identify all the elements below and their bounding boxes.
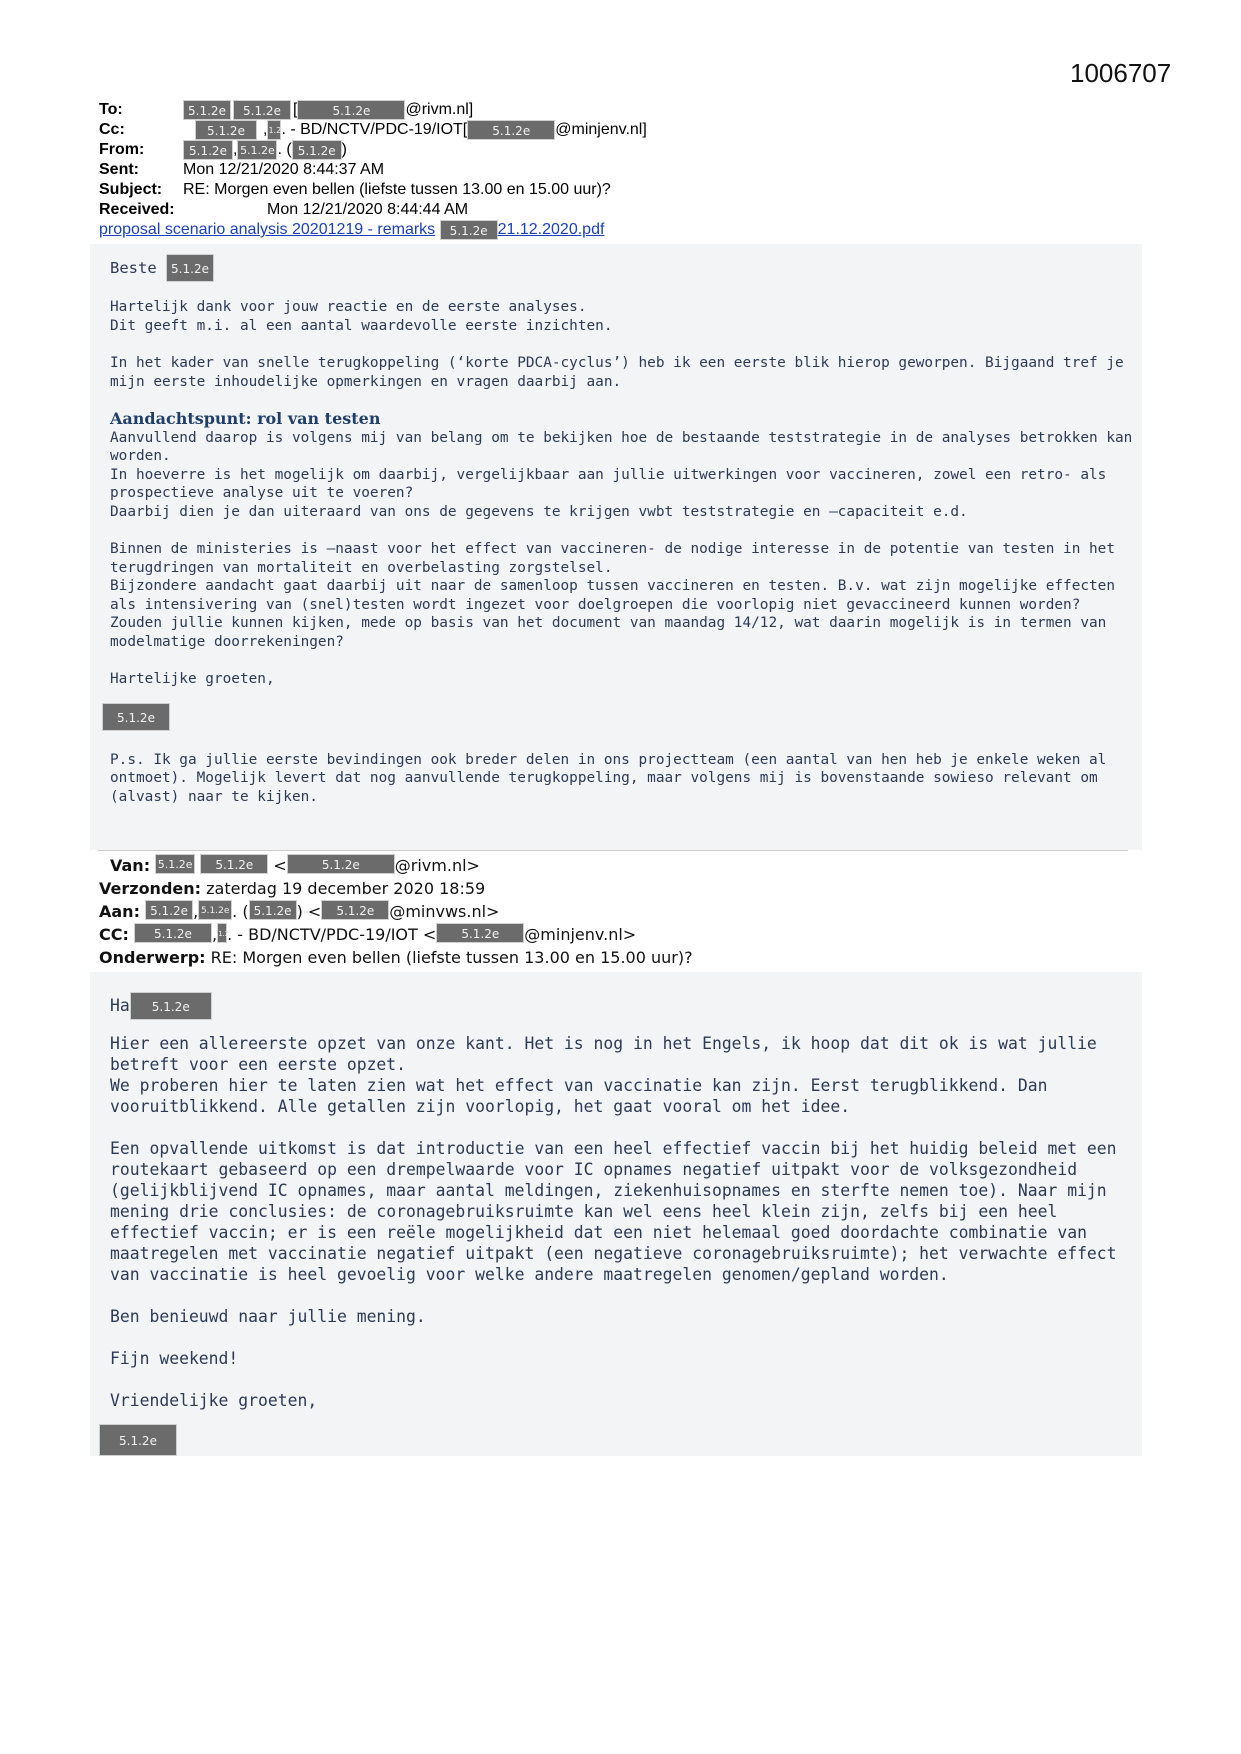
cc-domain: @minjenv.nl] bbox=[555, 121, 647, 138]
redaction-box: 5.1.2e bbox=[200, 854, 268, 874]
message2-para3: Ben benieuwd naar jullie mening. bbox=[110, 1307, 426, 1326]
separator-text: , bbox=[233, 141, 238, 158]
verzonden-row bbox=[99, 877, 485, 900]
message1-para4a: Binnen de ministeries is –naast voor het effect van vaccineren- de nodige interesse in de potentie van testen in het terugdringen van mortaliteit en overbelasting zorgstelsel. bbox=[110, 541, 1116, 576]
redaction-box: 5.1.2e bbox=[297, 100, 405, 120]
cc-forward-domain: @minjenv.nl> bbox=[524, 925, 637, 944]
redaction-box: 5.1.2e bbox=[183, 100, 231, 120]
onderwerp-label: Onderwerp: bbox=[99, 948, 206, 967]
divider bbox=[98, 850, 1128, 851]
message1-body bbox=[110, 254, 1140, 806]
signature-redaction: 5.1.2e bbox=[102, 703, 170, 731]
separator-text: , bbox=[211, 925, 218, 944]
cc-forward-label: CC: bbox=[99, 925, 129, 944]
attachment-link[interactable]: proposal scenario analysis 20201219 - remarks bbox=[99, 221, 436, 238]
to-label: To: bbox=[99, 101, 123, 118]
signature-redaction: 5.1.2e bbox=[99, 1424, 177, 1456]
message1-para4c: Zouden jullie kunnen kijken, mede op basis van het document van maandag 14/12, wat daarin mogelijk is in termen van modelmatige doorrekeningen? bbox=[110, 615, 1107, 650]
separator-text: . ( bbox=[277, 141, 292, 158]
redaction-box: 5.1.2e bbox=[436, 923, 524, 943]
message2-body bbox=[110, 992, 1140, 1456]
message1-line2: Dit geeft m.i. al een aantal waardevolle eerste inzichten. bbox=[110, 317, 613, 334]
redaction-box: 5.1.2e bbox=[134, 923, 212, 943]
onderwerp-value: RE: Morgen even bellen (liefste tussen 13.00 en 15.00 uur)? bbox=[210, 948, 693, 967]
redaction-box: 5.1.2e bbox=[195, 120, 257, 140]
redaction-box: 5.1.2e bbox=[249, 900, 297, 920]
received-row bbox=[99, 200, 469, 220]
redaction-box: 5.1.2e bbox=[237, 140, 277, 160]
from-row bbox=[99, 140, 347, 160]
cc-forward-row bbox=[99, 923, 636, 946]
redaction-box: 5.1.2e bbox=[440, 220, 498, 240]
aan-domain: @minvws.nl> bbox=[389, 902, 500, 921]
attachment-link-end[interactable]: 21.12.2020.pdf bbox=[497, 221, 605, 238]
subject-label: Subject: bbox=[99, 181, 163, 198]
redaction-box: 5.1.2e bbox=[145, 900, 193, 920]
sent-value: Mon 12/21/2020 8:44:37 AM bbox=[183, 161, 385, 178]
subject-value: RE: Morgen even bellen (liefste tussen 13.00 en 15.00 uur)? bbox=[183, 181, 611, 198]
cc-forward-department: . - BD/NCTV/PDC-19/IOT < bbox=[227, 925, 437, 944]
bracket-text: < bbox=[273, 856, 287, 875]
from-label: From: bbox=[99, 141, 145, 158]
van-label: Van: bbox=[110, 856, 151, 875]
redaction-box: 5.1.2e bbox=[287, 854, 395, 874]
to-row bbox=[99, 100, 474, 120]
message1-para3c: Daarbij dien je dan uiteraard van ons de gegevens te krijgen vwbt teststrategie en –capaciteit e.d. bbox=[110, 503, 968, 520]
redaction-box: 5.1.2e bbox=[155, 854, 195, 874]
message1-para2: In het kader van snelle terugkoppeling (‘korte PDCA-cyclus’) heb ik een eerste blik hierop geworpen. Bijgaand tref je mijn eerste inhoudelijke opmerkingen en vragen daarbij aan. bbox=[110, 355, 1124, 390]
redaction-box: 5.1.2e bbox=[198, 900, 232, 920]
redaction-box: 5.1.2e bbox=[166, 254, 214, 282]
redaction-box: 5.1.2e bbox=[183, 140, 233, 160]
message1-para4b: Bijzondere aandacht gaat daarbij uit naar de samenloop tussen vaccineren en testen. B.v. wat zijn mogelijke effecten als intensivering van (snel)testen wordt ingezet voor doelgroepen die voorlopig niet gevaccineerd kunnen worden? bbox=[110, 578, 1116, 613]
redaction-box: 1.2 bbox=[267, 120, 281, 140]
redaction-box: 5.1.2e bbox=[130, 992, 212, 1020]
cc-row bbox=[99, 120, 647, 140]
attachment-row[interactable] bbox=[99, 220, 604, 240]
to-domain: @rivm.nl] bbox=[405, 101, 474, 118]
separator-text: , bbox=[193, 902, 199, 921]
onderwerp-row bbox=[99, 946, 693, 969]
message2-closing: Vriendelijke groeten, bbox=[110, 1391, 318, 1410]
received-value: Mon 12/21/2020 8:44:44 AM bbox=[267, 201, 469, 218]
message1-para3a: Aanvullend daarop is volgens mij van belang om te bekijken hoe de bestaande teststrategie in de analyses betrokken kan worden. bbox=[110, 429, 1133, 464]
van-domain: @rivm.nl> bbox=[394, 856, 480, 875]
greeting: Beste bbox=[110, 259, 157, 277]
message2-para2: Een opvallende uitkomst is dat introductie van een heel effectief vaccin bij het huidig beleid met een routekaart gebaseerd op een drempelwaarde voor IC opnames negatief uitpakt voor de volksgezondheid (gelijkblijvend IC opnames, maar aantal meldingen, ziekenhuisopnames en sterfte nemen toe). Naar mijn mening drie conclusies: de coronagebruiksruimte kan wel eens heel klein zijn, zelfs bij een heel effectief vaccin; er is een reële mogelijkheid dat een niet helemaal goed doordachte combinatie van maatregelen met vaccinatie negatief uitpakt (een negatieve coronagebruiksruimte); het verwachte effect van vaccinatie is heel gevoelig voor welke andere maatregelen genomen/gepland worden. bbox=[110, 1139, 1117, 1284]
message2-para4: Fijn weekend! bbox=[110, 1349, 239, 1368]
verzonden-label: Verzonden: bbox=[99, 879, 202, 898]
message1-ps: P.s. Ik ga jullie eerste bevindingen ook breder delen in ons projectteam (een aantal van hen heb je enkele weken al ontmoet). Mogelijk levert dat nog aanvullende terugkoppeling, maar volgens mij is bovenstaande sowieso relevant om (alvast) naar te kijken. bbox=[110, 751, 1107, 805]
aan-label: Aan: bbox=[99, 902, 140, 921]
separator-text: , bbox=[263, 121, 268, 138]
message1-para3b: In hoeverre is het mogelijk om daarbij, vergelijkbaar aan jullie uitwerkingen voor vaccineren, zowel een retro- als prospectieve analyse uit te voeren? bbox=[110, 466, 1107, 501]
redaction-box: 5.1.2e bbox=[467, 120, 555, 140]
bracket-text: [ bbox=[293, 101, 298, 118]
sent-row bbox=[99, 160, 385, 180]
redaction-box: 5.1.2e bbox=[292, 140, 342, 160]
verzonden-value: zaterdag 19 december 2020 18:59 bbox=[206, 879, 486, 898]
document-number: 1006707 bbox=[1070, 58, 1172, 88]
sent-label: Sent: bbox=[99, 161, 139, 178]
aan-row bbox=[99, 900, 499, 923]
message1-line1: Hartelijk dank voor jouw reactie en de eerste analyses. bbox=[110, 299, 587, 315]
redaction-box: 5.1.2e bbox=[321, 900, 389, 920]
subject-row bbox=[99, 180, 611, 200]
received-label: Received: bbox=[99, 201, 175, 218]
section-heading: Aandachtspunt: rol van testen bbox=[110, 409, 381, 428]
message2-para1b: We proberen hier te laten zien wat het effect van vaccinatie kan zijn. Eerst terugblikkend. Dan vooruitblikkend. Alle getallen zijn voorlopig, het gaat vooral om het idee. bbox=[110, 1076, 1048, 1116]
cc-department: . - BD/NCTV/PDC-19/IOT[ bbox=[281, 121, 468, 138]
message1-closing: Hartelijke groeten, bbox=[110, 671, 275, 687]
separator-text: . ( bbox=[232, 902, 249, 921]
greeting: Ha bbox=[110, 996, 130, 1015]
separator-text: ) < bbox=[296, 902, 322, 921]
separator-text: ) bbox=[341, 141, 347, 158]
cc-label: Cc: bbox=[99, 121, 125, 138]
redaction-box: 1.2 bbox=[217, 923, 227, 943]
van-row bbox=[110, 854, 480, 877]
redaction-box: 5.1.2e bbox=[233, 100, 291, 120]
message2-para1: Hier een allereerste opzet van onze kant. Het is nog in het Engels, ik hoop dat dit ok is wat jullie betreft voor een eerste opzet. bbox=[110, 1034, 1097, 1074]
